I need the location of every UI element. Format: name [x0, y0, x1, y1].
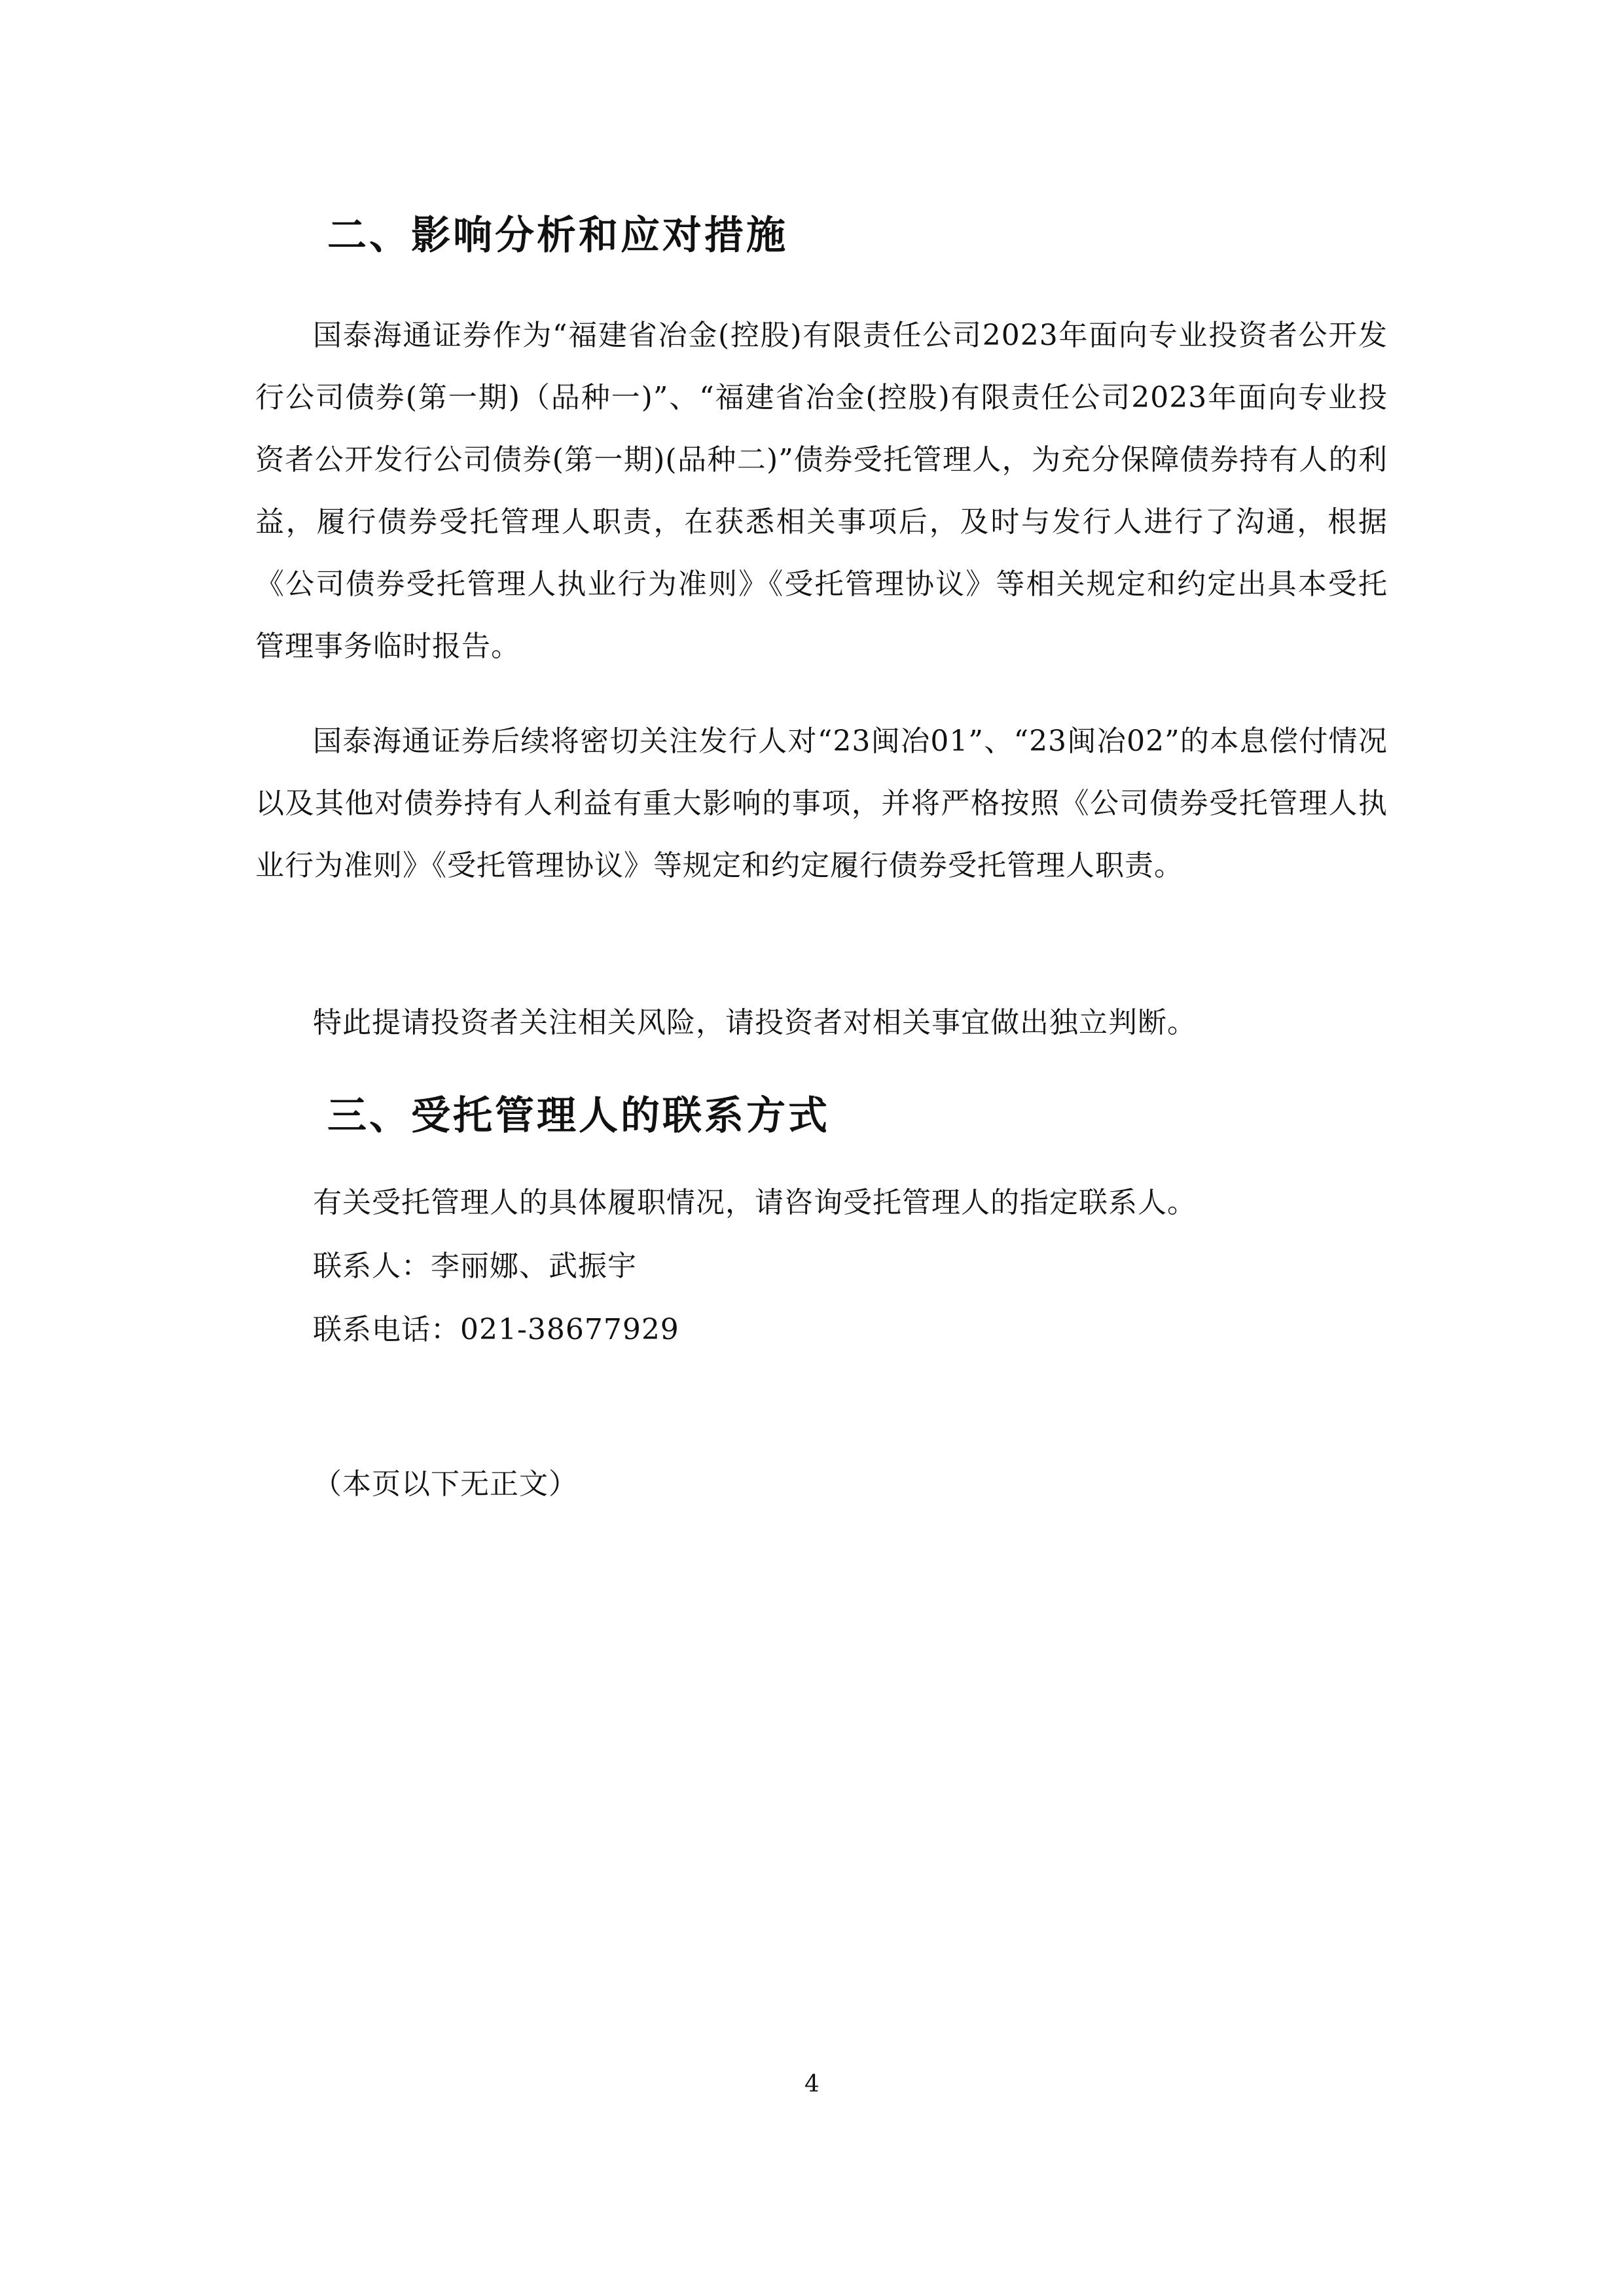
paragraph-follow-up: 国泰海通证券后续将密切关注发行人对“23闽冶01”、“23闽冶02”的本息偿付情况以及其他对债券持有人利益有重大影响的事项，并将严格按照《公司债券受托管理人执业行为准则》《受托管理协议》等规定和约定履行债券受托管理人职责。: [255, 725, 1388, 882]
page-number: 4: [804, 2071, 820, 2098]
paragraph-risk-notice: 特此提请投资者关注相关风险，请投资者对相关事宜做出独立判断。: [313, 1006, 1197, 1039]
section-heading-impact-analysis: 二、影响分析和应对措施: [327, 213, 788, 259]
contact-phone: 联系电话：021-38677929: [313, 1313, 679, 1346]
section-heading-contact: 三、受托管理人的联系方式: [327, 1093, 830, 1139]
paragraph-trustee-actions: 国泰海通证券作为“福建省冶金(控股)有限责任公司2023年面向专业投资者公开发行公司债券(第一期)（品种一)”、“福建省冶金(控股)有限责任公司2023年面向专业投资者公开发行公司债券(第一期)(品种二)”债券受托管理人，为充分保障债券持有人的利益，履行债券受托管理人职责，在获悉相关事项后，及时与发行人进行了沟通，根据《公司债券受托管理人执业行为准则》《受托管理协议》等相关规定和约定出具本受托管理事务临时报告。: [255, 319, 1388, 663]
end-of-text-note: （本页以下无正文）: [313, 1467, 578, 1501]
contact-intro: 有关受托管理人的具体履职情况，请咨询受托管理人的指定联系人。: [313, 1186, 1197, 1219]
contact-person: 联系人：李丽娜、武振宇: [313, 1249, 637, 1283]
